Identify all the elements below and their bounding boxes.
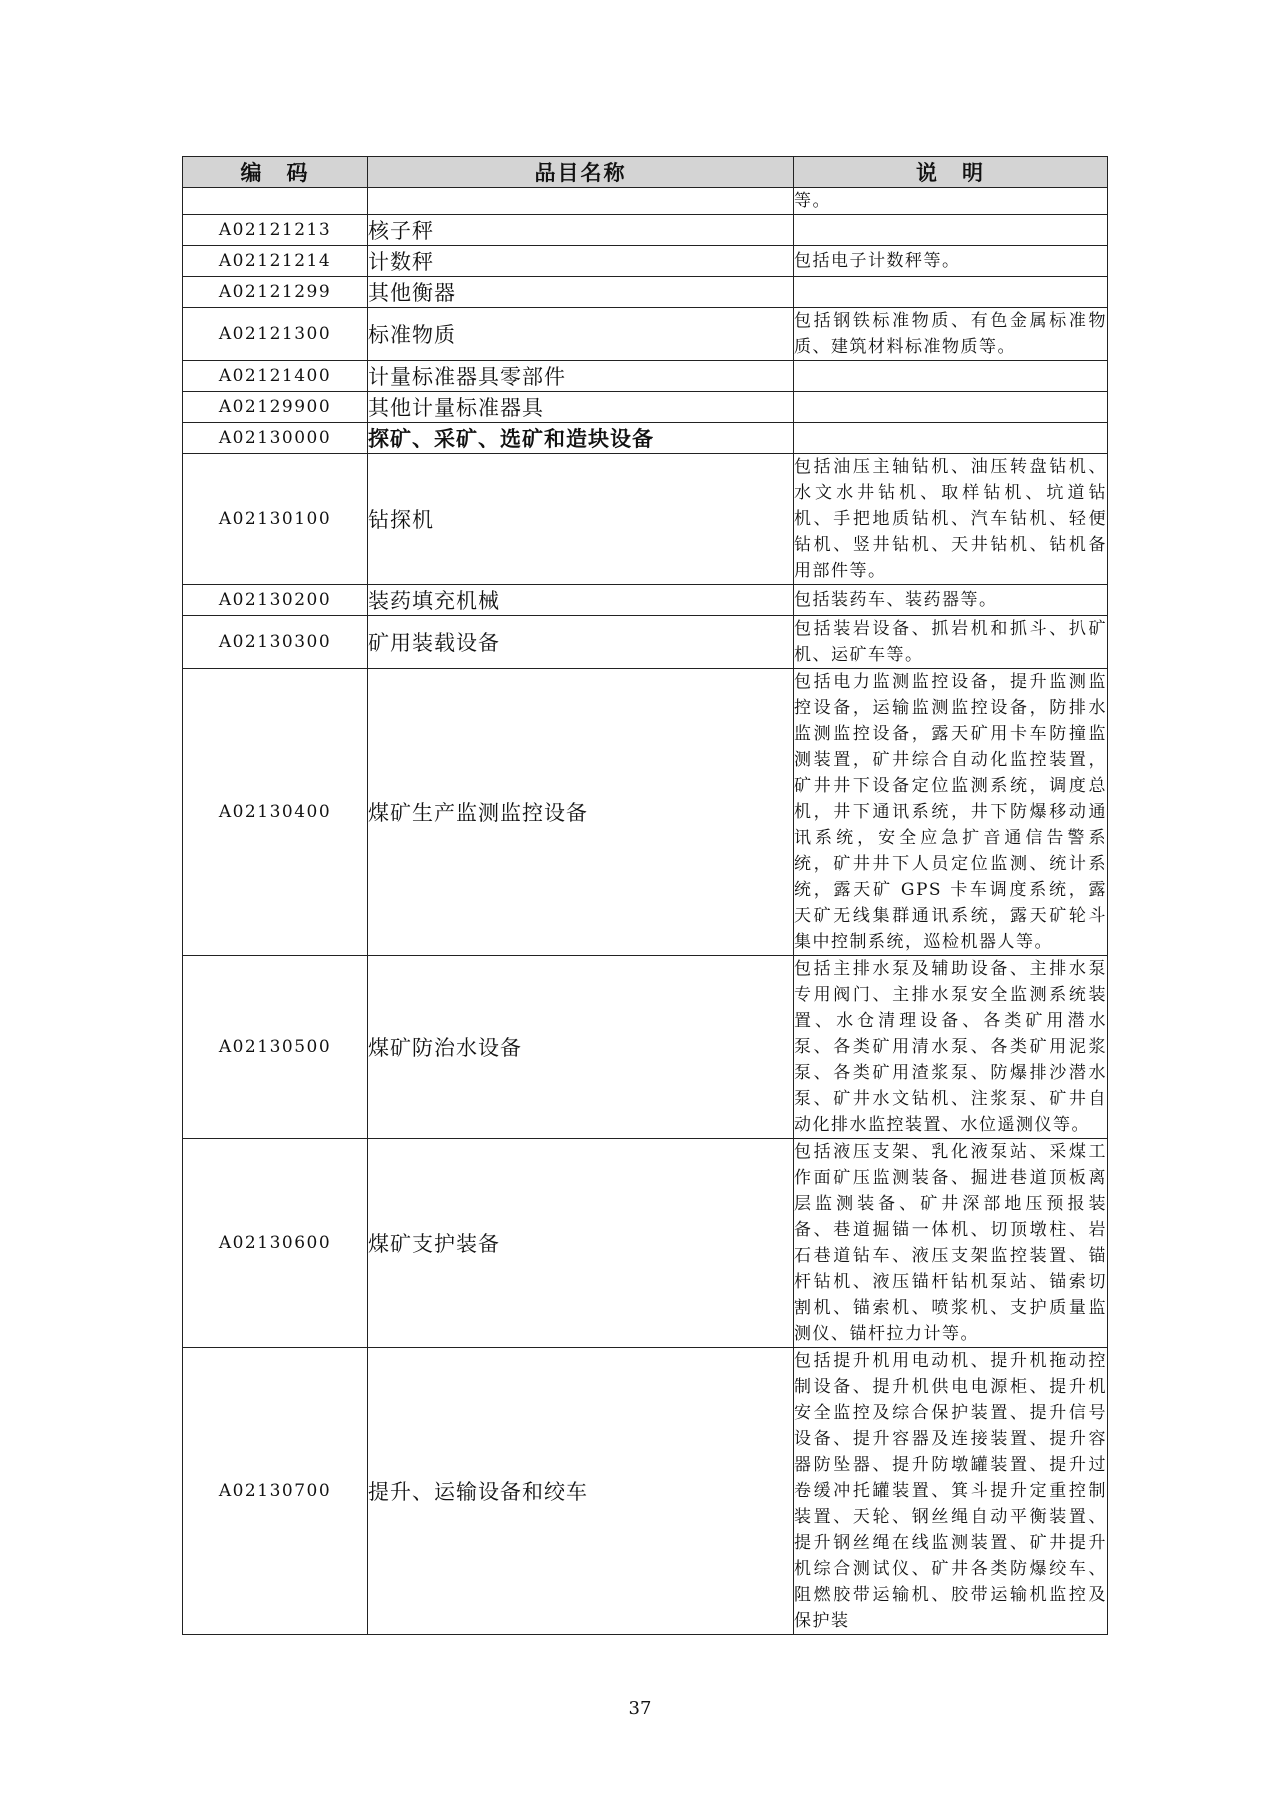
table-row [183, 188, 1108, 215]
table-row [183, 277, 1108, 308]
table-row [183, 308, 1108, 361]
item-description: 包括油压主轴钻机、油压转盘钻机、水文水井钻机、取样钻机、坑道钻机、手把地质钻机、汽车钻机、轻便钻机、竖井钻机、天井钻机、钻机备用部件等。 [794, 454, 1108, 585]
item-code [183, 188, 368, 215]
item-description: 包括电子计数秤等。 [794, 246, 1108, 277]
item-code: A02121299 [183, 277, 368, 308]
table-row [183, 1139, 1108, 1348]
item-name: 装药填充机械 [368, 585, 794, 616]
table-row [183, 361, 1108, 392]
item-name: 标准物质 [368, 308, 794, 361]
item-description: 包括钢铁标准物质、有色金属标准物质、建筑材料标准物质等。 [794, 308, 1108, 361]
item-description: 等。 [794, 188, 1108, 215]
item-code: A02130700 [183, 1348, 368, 1635]
item-code: A02129900 [183, 392, 368, 423]
item-name: 钻探机 [368, 454, 794, 585]
item-code: A02121213 [183, 215, 368, 246]
table-row [183, 585, 1108, 616]
item-name: 提升、运输设备和绞车 [368, 1348, 794, 1635]
item-description: 包括装药车、装药器等。 [794, 585, 1108, 616]
catalog-table [182, 156, 1108, 1635]
item-description [794, 215, 1108, 246]
item-name: 煤矿生产监测监控设备 [368, 669, 794, 956]
table-row [183, 956, 1108, 1139]
item-code: A02130300 [183, 616, 368, 669]
item-description [794, 361, 1108, 392]
item-description: 包括电力监测监控设备，提升监测监控设备，运输监测监控设备，防排水监测监控设备，露天矿用卡车防撞监测装置，矿井综合自动化监控装置，矿井井下设备定位监测系统，调度总机，井下通讯系统，井下防爆移动通讯系统，安全应急扩音通信告警系统，矿井井下人员定位监测、统计系统，露天矿 GPS 卡车调度系统，露天矿无线集群通讯系统，露天矿轮斗集中控制系统，巡检机器人等。 [794, 669, 1108, 956]
table-row [183, 392, 1108, 423]
item-name: 煤矿防治水设备 [368, 956, 794, 1139]
table-row [183, 669, 1108, 956]
item-name: 矿用装载设备 [368, 616, 794, 669]
page-number: 37 [628, 1698, 652, 1719]
item-name: 核子秤 [368, 215, 794, 246]
item-name [368, 188, 794, 215]
table-row [183, 1348, 1108, 1635]
table-row [183, 215, 1108, 246]
item-name: 计量标准器具零部件 [368, 361, 794, 392]
item-name: 探矿、采矿、选矿和造块设备 [368, 423, 794, 454]
item-code: A02130100 [183, 454, 368, 585]
item-code: A02130400 [183, 669, 368, 956]
header-desc: 说 明 [794, 157, 1108, 188]
item-code: A02130600 [183, 1139, 368, 1348]
item-name: 煤矿支护装备 [368, 1139, 794, 1348]
table-row [183, 454, 1108, 585]
table-body [183, 188, 1108, 1635]
item-code: A02121400 [183, 361, 368, 392]
table-header-row [183, 157, 1108, 188]
item-description [794, 423, 1108, 454]
item-description: 包括装岩设备、抓岩机和抓斗、扒矿机、运矿车等。 [794, 616, 1108, 669]
item-description: 包括液压支架、乳化液泵站、采煤工作面矿压监测装备、掘进巷道顶板离层监测装备、矿井深部地压预报装备、巷道掘锚一体机、切顶墩柱、岩石巷道钻车、液压支架监控装置、锚杆钻机、液压锚杆钻机泵站、锚索切割机、锚索机、喷浆机、支护质量监测仪、锚杆拉力计等。 [794, 1139, 1108, 1348]
item-code: A02130500 [183, 956, 368, 1139]
item-code: A02130000 [183, 423, 368, 454]
table-row [183, 246, 1108, 277]
item-name: 其他计量标准器具 [368, 392, 794, 423]
item-code: A02130200 [183, 585, 368, 616]
item-code: A02121214 [183, 246, 368, 277]
item-name: 计数秤 [368, 246, 794, 277]
table-row [183, 616, 1108, 669]
header-name: 品目名称 [368, 157, 794, 188]
item-code: A02121300 [183, 308, 368, 361]
item-description: 包括提升机用电动机、提升机拖动控制设备、提升机供电电源柜、提升机安全监控及综合保护装置、提升信号设备、提升容器及连接装置、提升容器防坠器、提升防墩罐装置、提升过卷缓冲托罐装置、箕斗提升定重控制装置、天轮、钢丝绳自动平衡装置、提升钢丝绳在线监测装置、矿井提升机综合测试仪、矿井各类防爆绞车、阻燃胶带运输机、胶带运输机监控及保护装 [794, 1348, 1108, 1635]
table-row [183, 423, 1108, 454]
item-description [794, 277, 1108, 308]
item-description: 包括主排水泵及辅助设备、主排水泵专用阀门、主排水泵安全监测系统装置、水仓清理设备、各类矿用潜水泵、各类矿用清水泵、各类矿用泥浆泵、各类矿用渣浆泵、防爆排沙潜水泵、矿井水文钻机、注浆泵、矿井自动化排水监控装置、水位遥测仪等。 [794, 956, 1108, 1139]
header-code: 编 码 [183, 157, 368, 188]
item-name: 其他衡器 [368, 277, 794, 308]
item-description [794, 392, 1108, 423]
